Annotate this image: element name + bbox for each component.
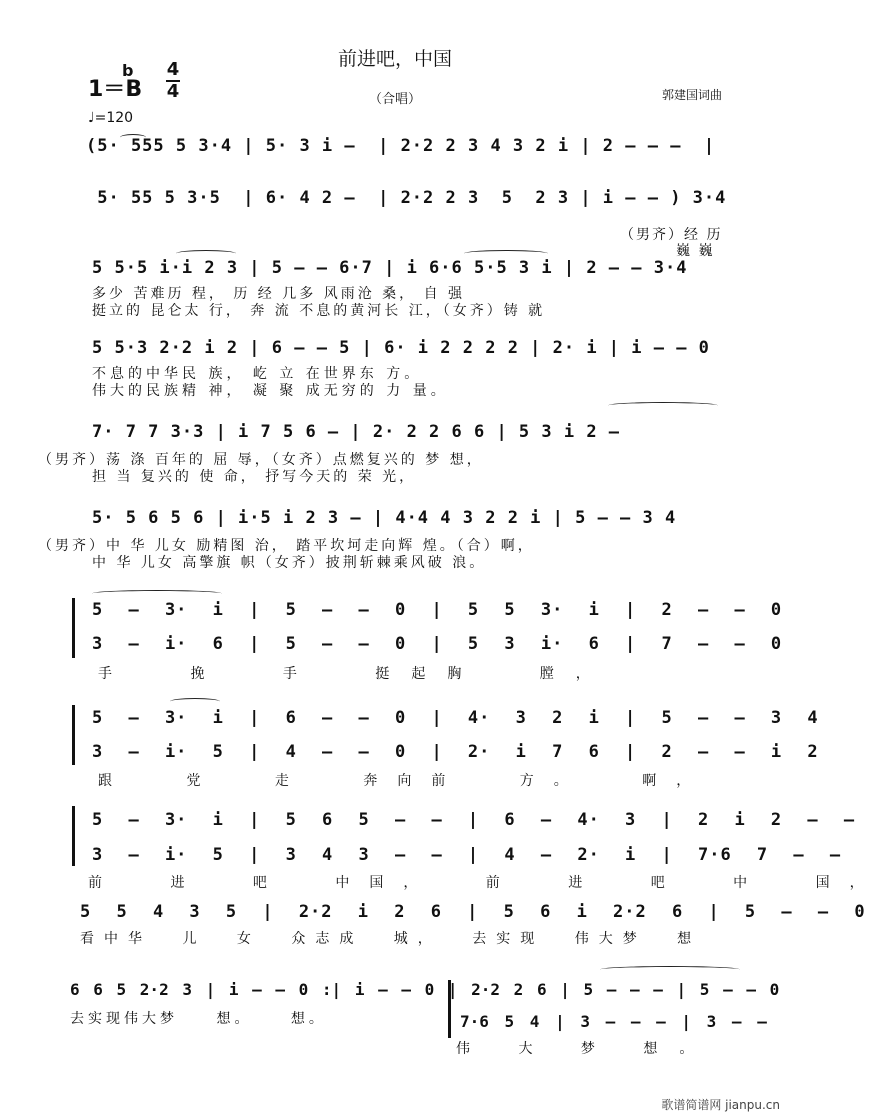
time-signature [166,60,180,102]
lyric-row-final: 去实现伟大梦 想。 想。 [70,1011,327,1027]
score-row-6: 5· 5 6 5 6 | i·5 i 2 3 – | 4·4 4 3 2 2 i | 5 – – 3 4 [92,508,677,528]
lyric-row-3b: 挺立的 昆仑太 行， 奔 流 不息的黄河长 江，（女齐）铸 就 [92,303,546,319]
score-row-final-lower: 7·6 5 4 | 3 – – – | 3 – – [460,1012,767,1031]
chorus-lower-2: 3 – i· 5 | 4 – – 0 | 2· i 7 6 | 2 – – i 2 [92,742,819,762]
score-row-1: (5· 555 5 3·4 | 5· 3 i – | 2·2 2 3 4 3 2 i | 2 – – – | [86,136,716,156]
lyric-row-2a: （男齐）经 历 [620,227,723,243]
site-watermark: 歌谱简谱网 jianpu.cn [661,1098,780,1112]
system-bracket-2 [72,705,75,765]
score-row-2: 5· 55 5 3·5 | 6· 4 2 – | 2·2 2 3 5 2 3 | i – – ) 3·4 [86,188,727,208]
score-row-3: 5 5·5 i·i 2 3 | 5 – – 6·7 | i 6·6 5·5 3 i | 2 – – 3·4 [92,258,688,278]
slur [170,698,220,705]
subtitle: （合唱） [368,92,421,107]
slur [600,966,740,973]
chorus-upper-3: 5 – 3· i | 5 6 5 – – | 6 – 4· 3 | 2 i 2 – – [92,810,856,830]
chorus-upper-2: 5 – 3· i | 6 – – 0 | 4· 3 2 i | 5 – – 3 4 [92,708,819,728]
lyric-row-3a: 多少 苦难历 程， 历 经 几多 风雨沧 桑， 自 强 [92,286,466,302]
score-row-final: 6 6 5 2·2 3 | i – – 0 :| i – – 0 | 2·2 2 6 | 5 – – – | 5 – – 0 [70,980,780,999]
flat-sign: b [122,61,134,80]
chorus-upper-1: 5 – 3· i | 5 – – 0 | 5 5 3· i | 2 – – 0 [92,600,783,620]
score-row-4: 5 5·3 2·2 i 2 | 6 – – 5 | 6· i 2 2 2 2 | 2· i | i – – 0 [92,338,710,358]
score-row-5: 7· 7 7 3·3 | i 7 5 6 – | 2· 2 2 6 6 | 5 3 i 2 – [92,422,621,442]
chorus-lower-1: 3 – i· 6 | 5 – – 0 | 5 3 i· 6 | 7 – – 0 [92,634,783,654]
lyric-row-5a: （男齐）荡 涤 百年的 屈 辱，（女齐）点燃复兴的 梦 想， [38,452,484,468]
time-top: 4 [166,59,180,80]
chorus-lower-3: 3 – i· 5 | 3 4 3 – – | 4 – 2· i | 7·6 7 – – [92,845,842,865]
system-bracket-3 [72,806,75,866]
slur [176,250,236,257]
slur [464,250,548,257]
lyric-row-10: 看中华 儿 女 众志成 城， 去实现 伟大梦 想 [80,931,702,947]
key-note: B [125,77,143,102]
system-bracket-final [448,980,451,1038]
slur [92,590,222,597]
lyric-row-6b: 中 华 儿女 高擎旗 帜（女齐）披荆斩棘乘风破 浪。 [92,555,487,571]
system-bracket-1 [72,598,75,658]
song-title: 前进吧，中国 [337,48,452,70]
tempo-mark: ♩=120 [88,110,134,126]
time-bottom: 4 [166,81,180,102]
key-signature [88,72,142,103]
lyric-row-6a: （男齐）中 华 儿女 励精图 治， 踏平坎坷走向辉 煌。（合）啊， [38,538,535,554]
lyric-chorus-3: 前 进 吧 中国， 前 进 吧 中 国， [88,875,884,891]
lyric-chorus-2: 跟 党 走 奔向前 方。 啊， [98,773,711,789]
lyric-chorus-1: 手 挽 手 挺起胸 膛， [98,666,612,682]
lyric-row-4b: 伟大的民族精 神， 凝 聚 成无穷的 力 量。 [92,383,449,399]
lyric-row-5b: 担 当 复兴的 使 命， 抒写今天的 荣 光， [92,469,417,485]
slur [120,134,146,141]
lyric-row-4a: 不息的中华民 族， 屹 立 在世界东 方。 [92,366,423,382]
key-prefix: 1＝ [88,77,126,102]
lyric-row-final-b: 伟 大 梦 想。 [456,1041,716,1057]
score-row-10: 5 5 4 3 5 | 2·2 i 2 6 | 5 6 i 2·2 6 | 5 – – 0 [80,902,866,922]
lyric-row-2b: 巍 巍 [676,243,715,259]
composer-credit: 郭建国词曲 [661,88,722,102]
slur [608,402,718,409]
